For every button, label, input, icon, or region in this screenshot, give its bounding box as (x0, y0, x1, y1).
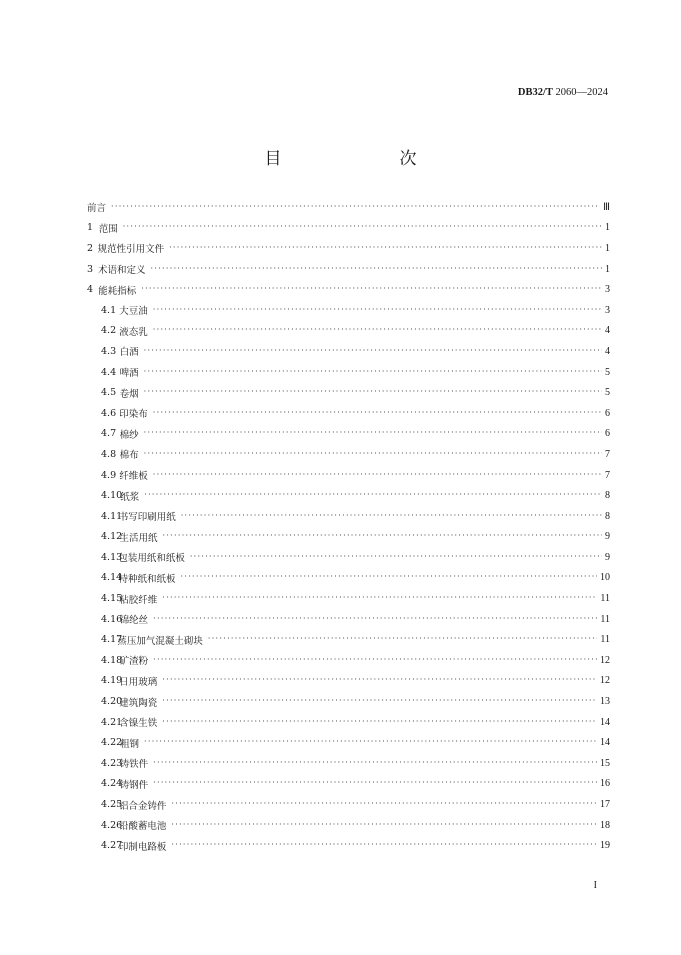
toc-entry-label: 印染布 (119, 409, 148, 421)
toc-entry-page: 3 (605, 284, 610, 296)
dot-leader (181, 572, 597, 581)
toc-entry[interactable] (87, 650, 610, 671)
toc-entry-number: 4.16 (101, 613, 123, 625)
toc-entry-number: 3 (87, 263, 94, 275)
standard-prefix: DB32/T (517, 87, 553, 98)
toc-entry-page: 5 (605, 387, 610, 399)
toc-entry-page: 7 (605, 448, 610, 460)
toc-entry[interactable] (87, 588, 610, 609)
toc-entry[interactable] (87, 362, 610, 383)
toc-entry-number: 4 (87, 284, 94, 296)
dot-leader (162, 717, 597, 726)
dot-leader (171, 840, 597, 849)
toc-entry[interactable] (87, 753, 610, 774)
dot-leader (162, 593, 597, 602)
dot-leader (144, 737, 597, 746)
toc-entry-number: 4.11 (101, 510, 123, 522)
toc-entry-label: 含镍生铁 (119, 718, 158, 730)
toc-entry[interactable] (87, 444, 610, 465)
toc-entry-number: 4.8 (101, 448, 117, 460)
dot-leader (144, 387, 602, 396)
toc-entry-number: 4.25 (101, 799, 123, 811)
dot-leader (144, 449, 602, 458)
dot-leader (153, 305, 602, 314)
dot-leader (153, 614, 597, 623)
toc-entry-page: 6 (605, 428, 610, 440)
toc-entry-label: 矿渣粉 (119, 656, 149, 668)
toc-entry[interactable] (87, 547, 610, 568)
dot-leader (208, 634, 597, 643)
toc-entry-number: 4.5 (101, 387, 117, 399)
toc-entry-number: 4.2 (101, 325, 117, 337)
toc-entry[interactable] (87, 465, 610, 486)
toc-entry-page: 9 (605, 551, 610, 563)
toc-entry-label: 书写印刷用纸 (118, 512, 176, 524)
toc-entry-number: 4.10 (101, 490, 123, 502)
dot-leader (153, 758, 597, 767)
dot-leader (111, 202, 600, 211)
toc-entry[interactable] (87, 671, 610, 692)
toc-entry-page: 7 (605, 469, 610, 481)
dot-leader (162, 696, 597, 705)
toc-entry-page: 5 (605, 366, 610, 378)
toc-entry-label: 纤维板 (119, 471, 148, 483)
table-of-contents (87, 197, 610, 856)
toc-entry[interactable] (87, 341, 610, 362)
toc-entry-label: 铝合金铸件 (118, 800, 167, 812)
toc-entry-label: 日用玻璃 (119, 676, 158, 688)
toc-entry-number: 4.9 (101, 469, 117, 481)
toc-entry[interactable] (87, 609, 610, 630)
toc-entry[interactable] (87, 197, 610, 218)
toc-entry[interactable] (87, 279, 610, 300)
dot-leader (153, 655, 597, 664)
toc-entry[interactable] (87, 629, 610, 650)
toc-entry-page: 4 (605, 325, 610, 337)
toc-entry-label: 包装用纸和纸板 (118, 553, 185, 565)
toc-entry[interactable] (87, 815, 610, 836)
toc-entry-label: 铸铁件 (119, 759, 149, 771)
toc-entry-number: 4.17 (101, 634, 123, 646)
dot-leader (144, 346, 602, 355)
dot-leader (123, 222, 602, 231)
toc-entry-number: 4.12 (101, 531, 123, 543)
page-number: I (593, 880, 597, 891)
toc-entry-number: 4.26 (101, 819, 123, 831)
dot-leader (144, 490, 602, 499)
toc-entry[interactable] (87, 424, 610, 445)
toc-entry-number: 4.7 (101, 428, 117, 440)
toc-entry-number: 4.19 (101, 675, 123, 687)
dot-leader (144, 367, 602, 376)
toc-entry-label: 铅酸蓄电池 (118, 821, 167, 833)
toc-entry-page: Ⅲ (603, 201, 610, 213)
toc-entry-page: 17 (600, 799, 610, 811)
toc-entry-page: 8 (605, 510, 610, 522)
toc-entry-number: 4.21 (101, 716, 123, 728)
toc-entry-page: 10 (600, 572, 610, 584)
toc-entry-label: 大豆油 (119, 306, 148, 318)
toc-entry[interactable] (87, 259, 610, 280)
toc-entry[interactable] (87, 218, 610, 239)
toc-entry-number: 4.22 (101, 737, 123, 749)
toc-entry-label: 棉布 (119, 450, 139, 462)
toc-entry-number: 2 (87, 242, 94, 254)
toc-entry-label: 棉纱 (119, 429, 139, 441)
toc-entry-label: 建筑陶瓷 (119, 697, 158, 709)
toc-entry-page: 18 (600, 819, 610, 831)
toc-entry-label: 特种纸和纸板 (118, 573, 176, 585)
toc-entry-number: 4.13 (101, 551, 123, 563)
toc-entry-page: 11 (600, 613, 610, 625)
toc-entry-page: 11 (600, 593, 610, 605)
toc-entry-number: 4.4 (101, 366, 117, 378)
toc-entry-label: 术语和定义 (98, 265, 146, 277)
dot-leader (162, 531, 602, 540)
toc-entry-label: 生活用纸 (119, 532, 158, 544)
toc-entry-number: 4.3 (101, 345, 117, 357)
toc-entry-page: 12 (600, 654, 610, 666)
toc-entry[interactable] (87, 506, 610, 527)
toc-entry-label: 粘胶纤维 (119, 594, 158, 606)
toc-entry-page: 6 (605, 407, 610, 419)
toc-entry-label: 前言 (87, 203, 107, 215)
toc-entry-page: 14 (600, 737, 610, 749)
toc-entry-number: 4.18 (101, 654, 123, 666)
toc-entry[interactable] (87, 382, 610, 403)
dot-leader (151, 264, 602, 273)
toc-entry-number: 4.27 (101, 840, 123, 852)
toc-entry-label: 能耗指标 (98, 285, 137, 297)
dot-leader (153, 778, 597, 787)
dot-leader (190, 552, 602, 561)
toc-entry-label: 铸钢件 (119, 779, 149, 791)
dot-leader (169, 243, 602, 252)
dot-leader (144, 428, 602, 437)
dot-leader (141, 284, 602, 293)
toc-entry-page: 9 (605, 531, 610, 543)
toc-entry-page: 3 (605, 304, 610, 316)
toc-entry-page: 15 (600, 757, 610, 769)
toc-entry[interactable] (87, 527, 610, 548)
toc-entry-page: 19 (600, 840, 610, 852)
dot-leader (162, 675, 597, 684)
toc-entry-label: 纸浆 (120, 491, 140, 503)
toc-entry-number: 4.20 (101, 696, 123, 708)
toc-entry-label: 规范性引用文件 (97, 244, 165, 256)
standard-code (518, 87, 608, 98)
toc-entry-page: 11 (600, 634, 610, 646)
toc-entry[interactable] (87, 774, 610, 795)
toc-entry-number: 4.1 (101, 304, 117, 316)
toc-entry[interactable] (87, 691, 610, 712)
toc-entry[interactable] (87, 568, 610, 589)
toc-entry-number: 4.24 (101, 778, 123, 790)
toc-entry-number: 1 (87, 222, 94, 234)
toc-entry-label: 粗钢 (120, 738, 140, 750)
dot-leader (153, 470, 602, 479)
toc-entry-label: 锦纶丝 (119, 615, 149, 627)
toc-entry-label: 蒸压加气混凝土砌块 (117, 635, 203, 647)
toc-entry[interactable] (87, 835, 610, 856)
toc-entry-number: 4.14 (101, 572, 123, 584)
toc-entry[interactable] (87, 300, 610, 321)
toc-entry[interactable] (87, 732, 610, 753)
toc-entry-label: 啤酒 (119, 368, 139, 380)
toc-entry-label: 卷烟 (119, 388, 139, 400)
toc-entry[interactable] (87, 238, 610, 259)
dot-leader (153, 325, 602, 334)
toc-entry-number: 4.15 (101, 593, 123, 605)
page-title: 目 次 (264, 149, 445, 169)
dot-leader (153, 408, 602, 417)
toc-entry-page: 4 (605, 345, 610, 357)
toc-entry-page: 16 (600, 778, 610, 790)
toc-entry-label: 范围 (98, 223, 118, 235)
dot-leader (171, 799, 597, 808)
toc-entry-number: 4.6 (101, 407, 117, 419)
standard-number: 2060—2024 (555, 87, 608, 98)
toc-entry-page: 1 (605, 242, 610, 254)
toc-entry[interactable] (87, 794, 610, 815)
toc-entry[interactable] (87, 485, 610, 506)
toc-entry-number: 4.23 (101, 757, 123, 769)
toc-entry-page: 13 (600, 696, 610, 708)
toc-entry-page: 14 (600, 716, 610, 728)
toc-entry-label: 印制电路板 (118, 841, 167, 853)
toc-entry-page: 1 (605, 263, 610, 275)
dot-leader (181, 511, 602, 520)
toc-entry-label: 白酒 (119, 347, 139, 359)
toc-entry[interactable] (87, 321, 610, 342)
toc-entry[interactable] (87, 403, 610, 424)
toc-entry[interactable] (87, 712, 610, 733)
toc-entry-label: 液态乳 (119, 326, 148, 338)
toc-entry-page: 12 (600, 675, 610, 687)
dot-leader (171, 820, 597, 829)
toc-entry-page: 8 (605, 490, 610, 502)
toc-entry-page: 1 (605, 222, 610, 234)
